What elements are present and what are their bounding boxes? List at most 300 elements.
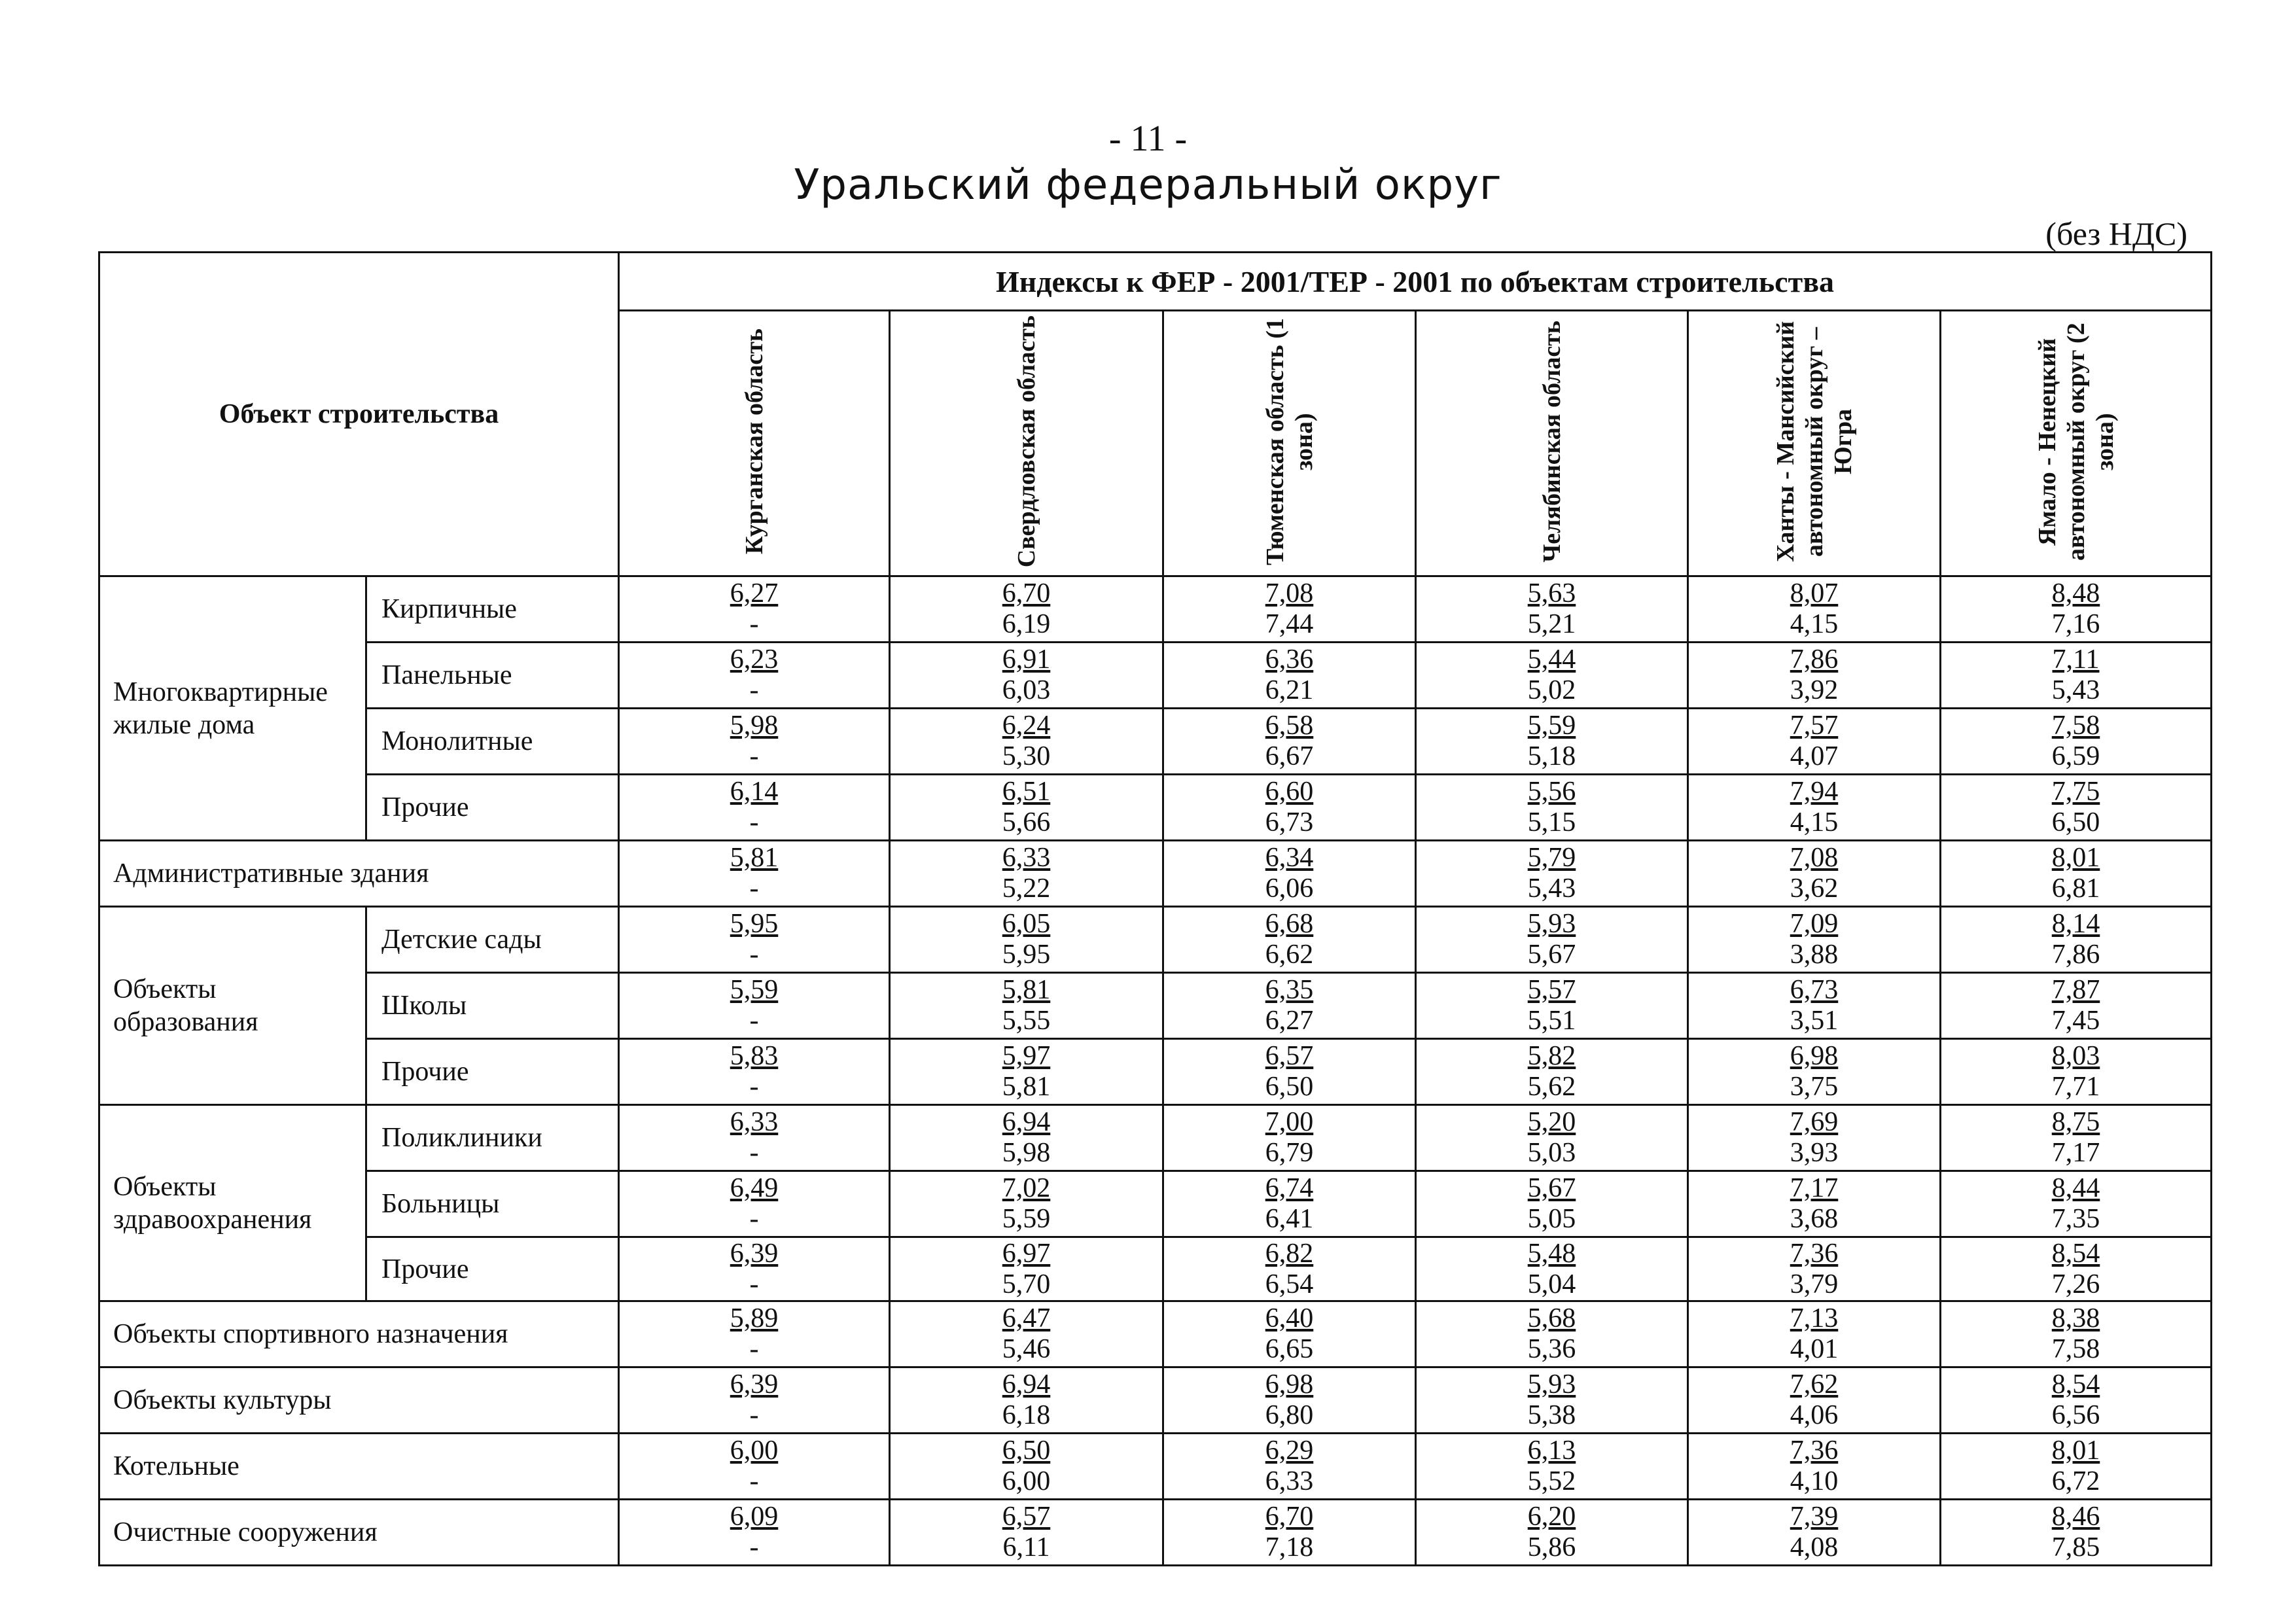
table-row [99, 775, 2212, 841]
index-value-top: 6,14 [730, 777, 779, 807]
index-value-top: 7,17 [1790, 1173, 1839, 1203]
index-value-bottom: 7,16 [2051, 609, 2100, 639]
index-value-top: 6,82 [1265, 1238, 1314, 1269]
index-value-top: 6,91 [1002, 644, 1051, 675]
index-cell [890, 1367, 1163, 1434]
index-cell [1416, 1171, 1688, 1237]
index-cell [1163, 1500, 1416, 1566]
index-value-top: 8,01 [2051, 843, 2100, 873]
index-cell [1416, 1039, 1688, 1105]
index-cell [1941, 841, 2212, 907]
index-cell [1688, 1434, 1941, 1500]
index-cell [619, 1367, 890, 1434]
index-cell [890, 1171, 1163, 1237]
index-value-bottom: 6,18 [1002, 1400, 1051, 1430]
index-cell [619, 1301, 890, 1367]
table-row [99, 1301, 2212, 1367]
region-header [1416, 311, 1688, 576]
index-cell [1416, 1237, 1688, 1301]
index-value-bottom: 6,72 [2051, 1466, 2100, 1496]
index-value-top: 8,14 [2051, 909, 2100, 939]
index-cell [1941, 1367, 2212, 1434]
table-row [99, 841, 2212, 907]
index-cell [1416, 709, 1688, 775]
index-value-bottom: 5,46 [1002, 1334, 1051, 1364]
index-value-bottom: 3,62 [1790, 873, 1839, 904]
index-value-top: 6,39 [730, 1238, 779, 1269]
index-value-top: 7,69 [1790, 1107, 1839, 1137]
index-header: Индексы к ФЕР - 2001/ТЕР - 2001 по объектам строительства [619, 253, 2212, 311]
index-value-bottom: 3,93 [1790, 1138, 1839, 1168]
index-value-top: 5,59 [730, 975, 779, 1005]
index-value-top: 8,48 [2051, 578, 2100, 608]
index-cell [890, 907, 1163, 973]
index-cell [1941, 907, 2212, 973]
index-value-bottom: 4,15 [1790, 609, 1839, 639]
index-value-bottom: 6,50 [1265, 1072, 1314, 1102]
index-cell [890, 841, 1163, 907]
object-category: Котельные [99, 1434, 619, 1500]
index-value-bottom: 4,15 [1790, 807, 1839, 837]
index-cell [1416, 1105, 1688, 1171]
index-value-bottom: - [749, 1269, 759, 1299]
index-value-top: 6,57 [1002, 1502, 1051, 1532]
index-value-top: 6,70 [1002, 578, 1051, 608]
index-value-top: 5,83 [730, 1041, 779, 1071]
corner-header: Объект строительства [99, 253, 619, 576]
index-value-bottom: 6,80 [1265, 1400, 1314, 1430]
index-value-bottom: - [749, 1072, 759, 1102]
index-cell [890, 576, 1163, 643]
index-cell [619, 1039, 890, 1105]
table-row [99, 709, 2212, 775]
index-value-top: 5,81 [1002, 975, 1051, 1005]
index-cell [890, 1039, 1163, 1105]
index-value-top: 5,95 [730, 909, 779, 939]
index-value-top: 6,00 [730, 1436, 779, 1466]
index-value-bottom: 5,59 [1002, 1204, 1051, 1234]
index-value-top: 6,23 [730, 644, 779, 675]
index-cell [1163, 841, 1416, 907]
index-value-top: 6,50 [1002, 1436, 1051, 1466]
index-value-top: 7,36 [1790, 1238, 1839, 1269]
index-value-bottom: 6,65 [1265, 1334, 1314, 1364]
region-header-label: Курганская область [740, 328, 768, 555]
index-value-bottom: 6,11 [1002, 1532, 1050, 1562]
index-value-bottom: - [749, 1400, 759, 1430]
region-header-label: Челябинская область [1538, 321, 1566, 563]
index-cell [1688, 1237, 1941, 1301]
index-cell [1416, 1434, 1688, 1500]
index-cell [1688, 1367, 1941, 1434]
index-cell [1416, 576, 1688, 643]
index-cell [619, 709, 890, 775]
index-value-bottom: 6,00 [1002, 1466, 1051, 1496]
index-value-top: 6,33 [1002, 843, 1051, 873]
index-value-top: 5,93 [1527, 909, 1576, 939]
index-cell [619, 643, 890, 709]
table-row [99, 643, 2212, 709]
index-value-bottom: 7,26 [2051, 1269, 2100, 1299]
index-value-bottom: 6,79 [1265, 1138, 1314, 1168]
index-value-bottom: 3,92 [1790, 675, 1839, 705]
index-value-bottom: 6,41 [1265, 1204, 1314, 1234]
index-value-top: 5,56 [1527, 777, 1576, 807]
index-value-bottom: 5,36 [1527, 1334, 1576, 1364]
index-value-top: 8,44 [2051, 1173, 2100, 1203]
index-value-top: 5,81 [730, 843, 779, 873]
index-value-top: 6,97 [1002, 1238, 1051, 1269]
index-value-top: 5,93 [1527, 1369, 1576, 1400]
region-header-label: Тюменская область (1 зона) [1261, 317, 1318, 566]
index-value-top: 8,38 [2051, 1303, 2100, 1333]
index-value-bottom: 5,62 [1527, 1072, 1576, 1102]
object-subtype: Панельные [366, 643, 619, 709]
index-value-bottom: - [749, 675, 759, 705]
index-value-bottom: 5,52 [1527, 1466, 1576, 1496]
index-value-bottom: 3,75 [1790, 1072, 1839, 1102]
index-value-bottom: 3,51 [1790, 1006, 1839, 1036]
index-cell [619, 841, 890, 907]
index-value-top: 5,20 [1527, 1107, 1576, 1137]
index-value-top: 6,35 [1265, 975, 1314, 1005]
index-value-bottom: - [749, 1138, 759, 1168]
index-value-top: 5,89 [730, 1303, 779, 1333]
index-value-bottom: - [749, 873, 759, 904]
index-value-bottom: 3,79 [1790, 1269, 1839, 1299]
index-cell [1941, 1301, 2212, 1367]
index-value-bottom: 4,08 [1790, 1532, 1839, 1562]
object-category: Объекты культуры [99, 1367, 619, 1434]
index-cell [1941, 1434, 2212, 1500]
index-cell [1163, 1367, 1416, 1434]
index-value-top: 6,70 [1265, 1502, 1314, 1532]
index-value-top: 6,49 [730, 1173, 779, 1203]
index-value-bottom: - [749, 807, 759, 837]
index-value-top: 6,24 [1002, 711, 1051, 741]
index-value-bottom: 4,10 [1790, 1466, 1839, 1496]
index-value-bottom: 5,43 [1527, 873, 1576, 904]
index-cell [619, 973, 890, 1039]
index-value-bottom: 7,44 [1265, 609, 1314, 639]
index-cell [1941, 1237, 2212, 1301]
index-value-bottom: - [749, 609, 759, 639]
object-category: Очистные сооружения [99, 1500, 619, 1566]
index-value-bottom: 6,67 [1265, 741, 1314, 771]
index-value-top: 7,39 [1790, 1502, 1839, 1532]
index-cell [619, 907, 890, 973]
index-cell [619, 1500, 890, 1566]
index-value-bottom: 5,95 [1002, 940, 1051, 970]
object-subtype: Прочие [366, 775, 619, 841]
object-group: Многоквартирные жилые дома [99, 576, 366, 841]
index-value-bottom: - [749, 940, 759, 970]
index-value-bottom: 5,55 [1002, 1006, 1051, 1036]
index-value-top: 7,00 [1265, 1107, 1314, 1137]
index-value-top: 5,98 [730, 711, 779, 741]
index-value-top: 5,82 [1527, 1041, 1576, 1071]
index-cell [890, 1237, 1163, 1301]
index-cell [1941, 1500, 2212, 1566]
index-cell [1688, 907, 1941, 973]
index-value-top: 8,54 [2051, 1238, 2100, 1269]
index-cell [1163, 1301, 1416, 1367]
index-value-bottom: 7,86 [2051, 940, 2100, 970]
index-value-bottom: 6,59 [2051, 741, 2100, 771]
index-cell [890, 1500, 1163, 1566]
index-value-bottom: 5,38 [1527, 1400, 1576, 1430]
table-row [99, 1171, 2212, 1237]
index-value-bottom: 3,68 [1790, 1204, 1839, 1234]
object-subtype: Школы [366, 973, 619, 1039]
index-cell [1688, 1171, 1941, 1237]
index-value-top: 6,09 [730, 1502, 779, 1532]
region-header [619, 311, 890, 576]
index-cell [890, 973, 1163, 1039]
index-value-bottom: 6,21 [1265, 675, 1314, 705]
region-header-label: Свердловская область [1012, 315, 1040, 568]
index-value-top: 6,60 [1265, 777, 1314, 807]
object-subtype: Прочие [366, 1039, 619, 1105]
index-value-top: 5,63 [1527, 578, 1576, 608]
index-value-bottom: 5,22 [1002, 873, 1051, 904]
table-row [99, 1367, 2212, 1434]
index-value-top: 7,13 [1790, 1303, 1839, 1333]
index-cell [1416, 841, 1688, 907]
index-value-bottom: 7,85 [2051, 1532, 2100, 1562]
index-value-top: 6,94 [1002, 1107, 1051, 1137]
index-value-top: 6,40 [1265, 1303, 1314, 1333]
index-value-top: 5,97 [1002, 1041, 1051, 1071]
index-value-top: 6,20 [1527, 1502, 1576, 1532]
index-value-top: 5,79 [1527, 843, 1576, 873]
index-value-bottom: 5,43 [2051, 675, 2100, 705]
index-cell [1688, 973, 1941, 1039]
index-cell [1688, 643, 1941, 709]
index-value-top: 6,34 [1265, 843, 1314, 873]
index-value-top: 6,05 [1002, 909, 1051, 939]
index-value-top: 5,67 [1527, 1173, 1576, 1203]
index-value-bottom: 6,19 [1002, 609, 1051, 639]
index-cell [1163, 643, 1416, 709]
index-value-bottom: 5,15 [1527, 807, 1576, 837]
index-cell [1688, 841, 1941, 907]
index-value-top: 7,94 [1790, 777, 1839, 807]
index-value-top: 6,27 [730, 578, 779, 608]
vat-note: (без НДС) [2045, 215, 2187, 252]
object-subtype: Больницы [366, 1171, 619, 1237]
index-value-top: 6,33 [730, 1107, 779, 1137]
index-value-bottom: 7,71 [2051, 1072, 2100, 1102]
index-value-bottom: 5,02 [1527, 675, 1576, 705]
index-cell [890, 709, 1163, 775]
index-value-top: 8,46 [2051, 1502, 2100, 1532]
index-value-bottom: 6,81 [2051, 873, 2100, 904]
index-cell [1941, 775, 2212, 841]
table-row [99, 576, 2212, 643]
index-cell [1941, 709, 2212, 775]
index-value-bottom: 5,18 [1527, 741, 1576, 771]
page-title: Уральский федеральный округ [794, 161, 1502, 209]
index-cell [1416, 1301, 1688, 1367]
index-cell [1688, 1500, 1941, 1566]
index-cell [890, 643, 1163, 709]
index-cell [1688, 775, 1941, 841]
object-subtype: Детские сады [366, 907, 619, 973]
index-value-bottom: 6,33 [1265, 1466, 1314, 1496]
object-subtype: Монолитные [366, 709, 619, 775]
index-value-top: 5,59 [1527, 711, 1576, 741]
table-row [99, 1500, 2212, 1566]
index-cell [1416, 1367, 1688, 1434]
region-header [890, 311, 1163, 576]
table-row [99, 1434, 2212, 1500]
index-cell [619, 775, 890, 841]
index-cell [1416, 907, 1688, 973]
table-row [99, 973, 2212, 1039]
table-row [99, 907, 2212, 973]
object-group: Объекты здравоохранения [99, 1105, 366, 1301]
index-value-bottom: 5,67 [1527, 940, 1576, 970]
index-cell [1163, 576, 1416, 643]
index-value-bottom: - [749, 1204, 759, 1234]
index-value-bottom: 5,04 [1527, 1269, 1576, 1299]
object-subtype: Прочие [366, 1237, 619, 1301]
index-value-bottom: - [749, 1334, 759, 1364]
index-value-bottom: - [749, 1466, 759, 1496]
index-value-bottom: 6,73 [1265, 807, 1314, 837]
index-value-top: 7,87 [2051, 975, 2100, 1005]
object-subtype: Кирпичные [366, 576, 619, 643]
index-value-bottom: 7,45 [2051, 1006, 2100, 1036]
index-value-top: 5,44 [1527, 644, 1576, 675]
index-cell [1163, 709, 1416, 775]
index-value-top: 7,57 [1790, 711, 1839, 741]
index-value-top: 8,75 [2051, 1107, 2100, 1137]
object-category: Объекты спортивного назначения [99, 1301, 619, 1367]
index-cell [1163, 1039, 1416, 1105]
index-cell [619, 1434, 890, 1500]
index-value-top: 8,54 [2051, 1369, 2100, 1400]
index-cell [1688, 1105, 1941, 1171]
index-value-bottom: 6,03 [1002, 675, 1051, 705]
index-value-bottom: 5,03 [1527, 1138, 1576, 1168]
index-value-top: 6,98 [1790, 1041, 1839, 1071]
index-value-bottom: 5,70 [1002, 1269, 1051, 1299]
table-row [99, 1105, 2212, 1171]
index-value-bottom: 5,30 [1002, 741, 1051, 771]
index-value-top: 7,36 [1790, 1436, 1839, 1466]
region-header [1688, 311, 1941, 576]
index-cell [1941, 1039, 2212, 1105]
index-value-top: 5,68 [1527, 1303, 1576, 1333]
index-value-top: 6,57 [1265, 1041, 1314, 1071]
table-row [99, 1237, 2212, 1301]
index-table [98, 251, 2212, 1566]
index-value-top: 5,48 [1527, 1238, 1576, 1269]
index-value-top: 6,73 [1790, 975, 1839, 1005]
object-subtype: Поликлиники [366, 1105, 619, 1171]
index-cell [1163, 1171, 1416, 1237]
index-value-bottom: 4,07 [1790, 741, 1839, 771]
index-value-top: 7,11 [2052, 644, 2100, 675]
index-value-bottom: 6,62 [1265, 940, 1314, 970]
index-cell [1941, 973, 2212, 1039]
index-cell [1416, 1500, 1688, 1566]
object-group: Объекты образования [99, 907, 366, 1105]
index-value-bottom: 5,98 [1002, 1138, 1051, 1168]
index-value-top: 7,09 [1790, 909, 1839, 939]
object-category: Административные здания [99, 841, 619, 907]
index-value-top: 7,75 [2051, 777, 2100, 807]
index-cell [890, 775, 1163, 841]
index-value-bottom: 4,06 [1790, 1400, 1839, 1430]
region-header-label: Ямало - Ненецкий автономный округ (2 зона) [2033, 323, 2119, 561]
index-value-bottom: 6,56 [2051, 1400, 2100, 1430]
index-cell [1163, 775, 1416, 841]
region-header [1941, 311, 2212, 576]
index-cell [619, 1171, 890, 1237]
index-value-top: 8,01 [2051, 1436, 2100, 1466]
index-cell [890, 1301, 1163, 1367]
index-value-bottom: 6,06 [1265, 873, 1314, 904]
index-value-bottom: - [749, 1006, 759, 1036]
index-cell [1688, 576, 1941, 643]
index-cell [890, 1105, 1163, 1171]
index-value-top: 8,07 [1790, 578, 1839, 608]
index-value-bottom: 5,05 [1527, 1204, 1576, 1234]
index-value-bottom: 3,88 [1790, 940, 1839, 970]
index-value-top: 6,74 [1265, 1173, 1314, 1203]
index-cell [619, 576, 890, 643]
index-value-bottom: - [749, 741, 759, 771]
index-value-bottom: 5,51 [1527, 1006, 1576, 1036]
index-cell [1163, 1434, 1416, 1500]
index-cell [1941, 1105, 2212, 1171]
index-cell [1163, 1105, 1416, 1171]
index-value-top: 6,29 [1265, 1436, 1314, 1466]
index-value-bottom: 5,86 [1527, 1532, 1576, 1562]
index-cell [1416, 643, 1688, 709]
index-value-top: 7,86 [1790, 644, 1839, 675]
index-cell [890, 1434, 1163, 1500]
index-cell [1941, 1171, 2212, 1237]
index-value-top: 7,02 [1002, 1173, 1051, 1203]
index-value-bottom: 5,21 [1527, 609, 1576, 639]
index-value-top: 8,03 [2051, 1041, 2100, 1071]
index-cell [1416, 775, 1688, 841]
index-value-top: 5,57 [1527, 975, 1576, 1005]
index-value-top: 7,58 [2051, 711, 2100, 741]
index-value-bottom: 6,27 [1265, 1006, 1314, 1036]
index-value-bottom: 6,50 [2051, 807, 2100, 837]
index-value-top: 6,98 [1265, 1369, 1314, 1400]
index-value-top: 6,47 [1002, 1303, 1051, 1333]
index-value-top: 6,68 [1265, 909, 1314, 939]
index-cell [1941, 643, 2212, 709]
index-value-bottom: 7,58 [2051, 1334, 2100, 1364]
index-value-top: 7,08 [1790, 843, 1839, 873]
index-value-top: 6,94 [1002, 1369, 1051, 1400]
index-value-top: 7,62 [1790, 1369, 1839, 1400]
index-value-bottom: 4,01 [1790, 1334, 1839, 1364]
index-cell [1688, 709, 1941, 775]
index-cell [1688, 1039, 1941, 1105]
index-cell [619, 1237, 890, 1301]
index-cell [1163, 907, 1416, 973]
region-header [1163, 311, 1416, 576]
index-cell [1163, 1237, 1416, 1301]
